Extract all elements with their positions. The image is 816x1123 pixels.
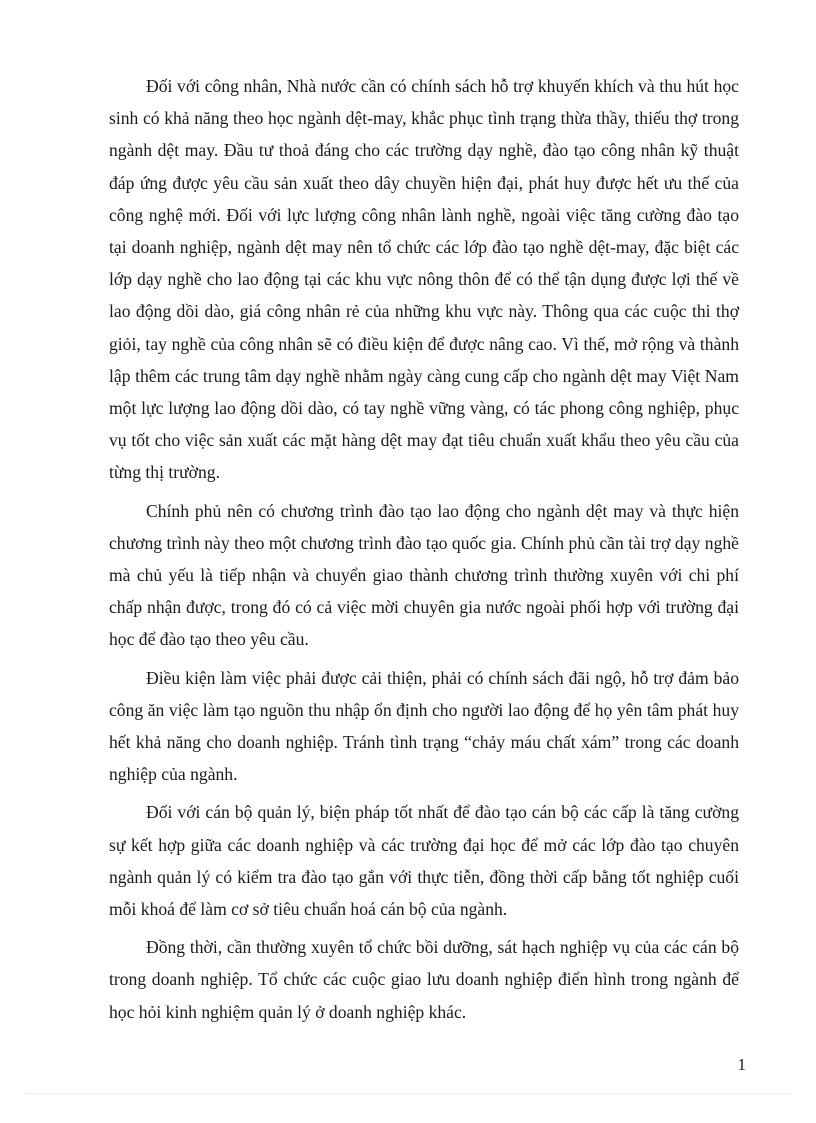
paragraph-working-conditions: Điều kiện làm việc phải được cải thiện, phải có chính sách đãi ngộ, hỗ trợ đảm bảo công ăn việc làm tạo nguồn thu nhập ổn định cho người lao động để họ yên tâm phát huy hết khả năng cho doanh nghiệp. Tránh tình trạng “chảy máu chất xám” trong các doanh nghiệp của ngành. [109, 667, 739, 785]
page-number: 1 [737, 1055, 746, 1074]
footer-divider [24, 1093, 792, 1094]
document-body [109, 70, 739, 1034]
paragraph-staff-development: Đồng thời, cần thường xuyên tổ chức bồi dưỡng, sát hạch nghiệp vụ của các cán bộ trong doanh nghiệp. Tổ chức các cuộc giao lưu doanh nghiệp điển hình trong ngành để học hỏi kinh nghiệm quản lý ở doanh nghiệp khác. [109, 937, 739, 1022]
paragraph-government-program: Chính phủ nên có chương trình đào tạo lao động cho ngành dệt may và thực hiện chương trình này theo một chương trình đào tạo quốc gia. Chính phủ cần tài trợ dạy nghề mà chủ yếu là tiếp nhận và chuyển giao thành chương trình thường xuyên với chi phí chấp nhận được, trong đó có cả việc mời chuyên gia nước ngoài phối hợp với trường đại học để đào tạo theo yêu cầu. [109, 500, 739, 650]
paragraph-worker-training: Đối với công nhân, Nhà nước cần có chính sách hỗ trợ khuyến khích và thu hút học sinh có khả năng theo học ngành dệt-may, khắc phục tình trạng thừa thầy, thiếu thợ trong ngành dệt may. Đầu tư thoả đáng cho các trường dạy nghề, đào tạo công nhân kỹ thuật đáp ứng được yêu cầu sản xuất theo dây chuyền hiện đại, phát huy được hết ưu thế của công nghệ mới. Đối với lực lượng công nhân lành nghề, ngoài việc tăng cường đào tạo tại doanh nghiệp, ngành dệt may nên tổ chức các lớp đào tạo nghề dệt-may, đặc biệt các lớp dạy nghề cho lao động tại các khu vực nông thôn để có thể tận dụng được lợi thế về lao động dồi dào, giá công nhân rẻ của những khu vực này. Thông qua các cuộc thi thợ giỏi, tay nghề của công nhân sẽ có điều kiện để được nâng cao. Vì thế, mở rộng và thành lập thêm các trung tâm dạy nghề nhằm ngày càng cung cấp cho ngành dệt may Việt Nam một lực lượng lao động dồi dào, có tay nghề vững vàng, có tác phong công nghiệp, phục vụ tốt cho việc sản xuất các mặt hàng dệt may đạt tiêu chuẩn xuất khẩu theo yêu cầu của từng thị trường. [109, 76, 739, 483]
paragraph-management-training: Đối với cán bộ quản lý, biện pháp tốt nhất để đào tạo cán bộ các cấp là tăng cường sự kết hợp giữa các doanh nghiệp và các trường đại học để mở các lớp đào tạo chuyên ngành quản lý có kiểm tra đào tạo gắn với thực tiễn, đồng thời cấp bằng tốt nghiệp cuối mỗi khoá để làm cơ sở tiêu chuẩn hoá cán bộ của ngành. [109, 802, 739, 920]
